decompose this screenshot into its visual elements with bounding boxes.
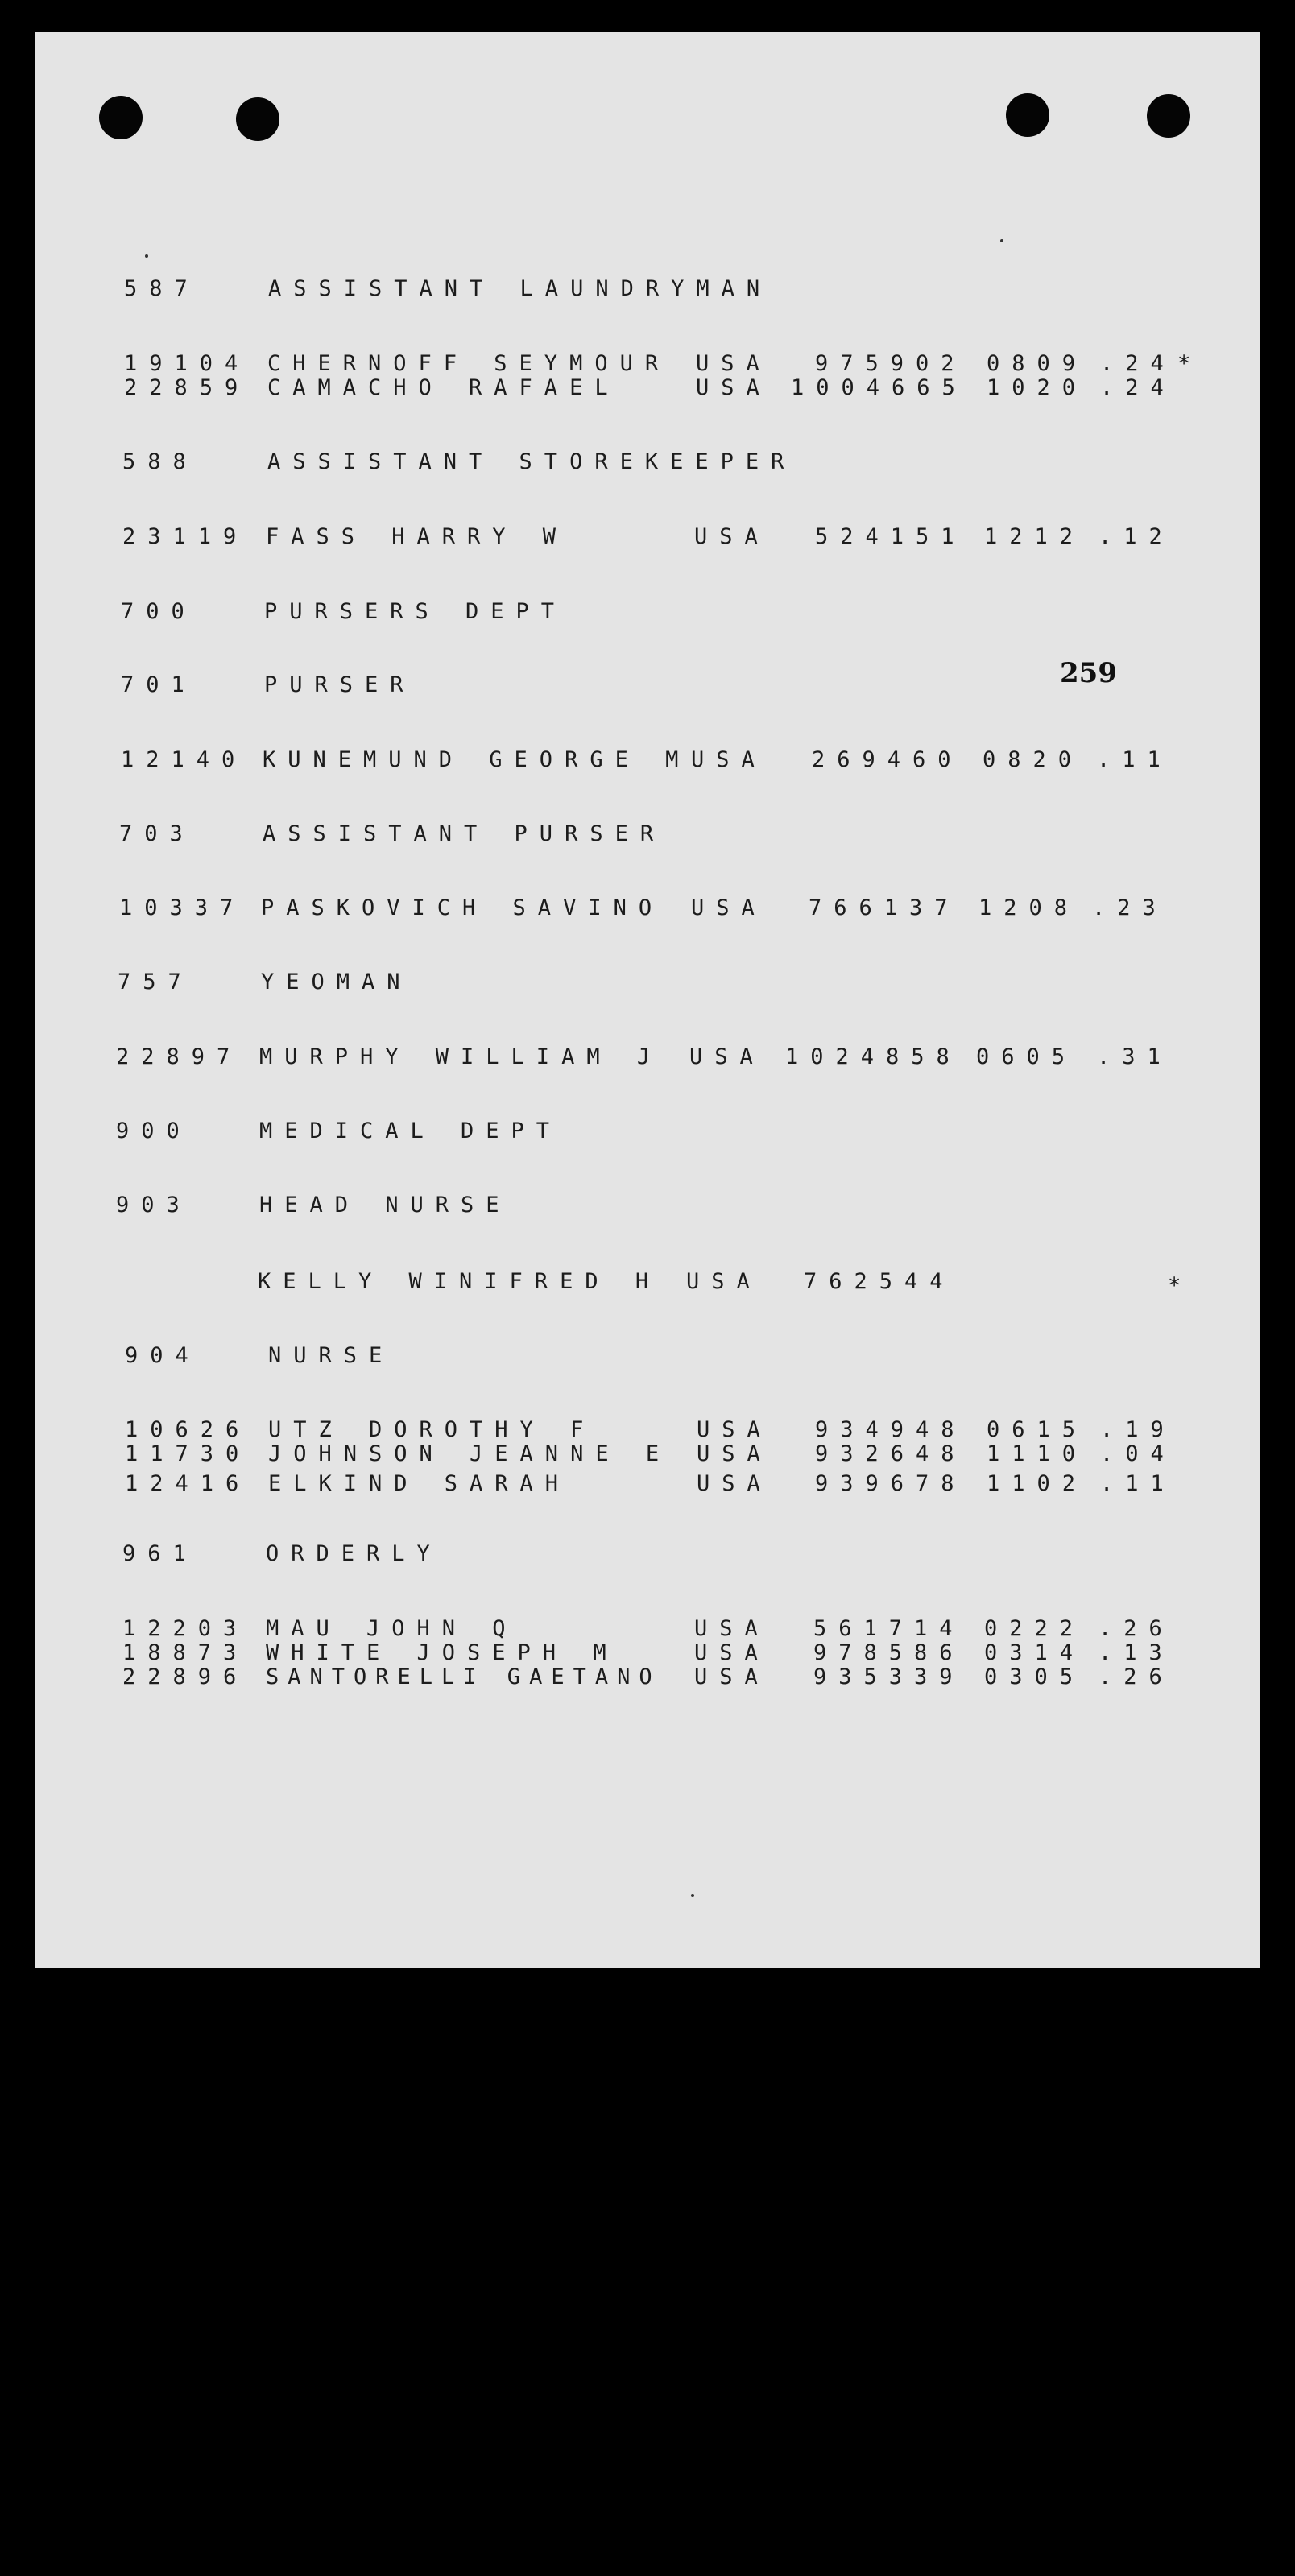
page-number: 259	[1060, 657, 1117, 689]
entry-date: 0222	[984, 1616, 1086, 1641]
entry-id: 23119	[122, 524, 249, 549]
entry-number: 766137	[809, 895, 960, 920]
section-code: 701	[121, 672, 197, 697]
entry-id: 12140	[121, 747, 247, 772]
punch-hole	[236, 97, 279, 141]
entry-country: USA	[691, 747, 767, 772]
entry-date: 0820	[983, 747, 1084, 772]
entry-rate: .13	[1098, 1640, 1174, 1665]
entry-date: 0615	[987, 1417, 1088, 1442]
section-title: ASSISTANT LAUNDRYMAN	[268, 276, 772, 301]
section-title: PURSER	[264, 672, 416, 697]
speck	[691, 1894, 694, 1897]
section-code: 588	[122, 449, 198, 474]
entry-rate: .11	[1097, 747, 1173, 772]
section-code: 700	[121, 599, 197, 624]
entry-id: 12416	[125, 1471, 251, 1496]
section-title: YEOMAN	[261, 970, 412, 994]
entry-date: 0314	[984, 1640, 1086, 1665]
entry-country: USA	[697, 1471, 772, 1496]
entry-name: SANTORELLI GAETANO	[266, 1664, 661, 1689]
entry-country: USA	[691, 895, 767, 920]
entry-number: 1004665	[791, 375, 967, 400]
entry-name: CAMACHO RAFAEL	[267, 375, 620, 400]
entry-number: 935339	[813, 1664, 965, 1689]
entry-date: 0305	[984, 1664, 1086, 1689]
entry-country: USA	[696, 375, 772, 400]
section-code: 703	[119, 821, 195, 846]
entry-id: 11730	[125, 1441, 251, 1466]
entry-country: USA	[694, 1616, 770, 1641]
entry-id: 22897	[116, 1044, 242, 1069]
entry-rate: .04	[1100, 1441, 1176, 1466]
entry-number: 561714	[813, 1616, 965, 1641]
entry-date: 1020	[987, 375, 1088, 400]
entry-country: USA	[697, 1441, 772, 1466]
section-title: ORDERLY	[266, 1541, 442, 1566]
entry-country: USA	[694, 1640, 770, 1665]
punch-hole	[99, 96, 143, 139]
entry-rate: .11	[1100, 1471, 1176, 1496]
entry-name: CHERNOFF SEYMOUR	[267, 351, 671, 376]
section-title: HEAD NURSE	[259, 1193, 511, 1218]
punch-hole	[1147, 94, 1190, 138]
entry-rate: .31	[1097, 1044, 1173, 1069]
section-code: 961	[122, 1541, 198, 1566]
section-title: ASSISTANT STOREKEEPER	[267, 449, 796, 474]
entry-id: 10337	[119, 895, 246, 920]
entry-name: KELLY WINIFRED H	[258, 1269, 661, 1294]
entry-id: 18873	[122, 1640, 249, 1665]
section-title: PURSERS DEPT	[264, 599, 567, 624]
entry-id: 22859	[124, 375, 250, 400]
entry-name: UTZ DOROTHY F	[268, 1417, 596, 1442]
entry-country: USA	[697, 1417, 772, 1442]
entry-country: USA	[694, 1664, 770, 1689]
entry-id: 22896	[122, 1664, 249, 1689]
entry-rate: .19	[1100, 1417, 1176, 1442]
punch-hole	[1006, 93, 1049, 137]
entry-country: USA	[689, 1044, 765, 1069]
section-title: MEDICAL DEPT	[259, 1118, 562, 1143]
entry-date: 0809	[987, 351, 1088, 376]
speck	[1000, 239, 1003, 242]
entry-mark: *	[1177, 351, 1203, 376]
entry-date: 1110	[987, 1441, 1088, 1466]
entry-number: 975902	[815, 351, 966, 376]
entry-country: USA	[686, 1269, 762, 1294]
entry-name: MAU JOHN Q	[266, 1616, 518, 1641]
entry-id: 12203	[122, 1616, 249, 1641]
entry-number: 1024858	[785, 1044, 962, 1069]
entry-country: USA	[694, 524, 770, 549]
entry-number: 934948	[815, 1417, 966, 1442]
entry-rate: .26	[1098, 1664, 1174, 1689]
entry-date: 1208	[978, 895, 1080, 920]
section-code: 757	[118, 970, 193, 994]
entry-name: FASS HARRY W	[266, 524, 569, 549]
entry-number: 762544	[804, 1269, 955, 1294]
entry-rate: .26	[1098, 1616, 1174, 1641]
section-title: NURSE	[268, 1343, 395, 1368]
entry-rate: .24	[1100, 375, 1176, 400]
entry-rate: .24	[1100, 351, 1176, 376]
entry-id: 10626	[125, 1417, 251, 1442]
entry-rate: .23	[1092, 895, 1168, 920]
entry-country: USA	[696, 351, 772, 376]
entry-mark: *	[1168, 1273, 1194, 1298]
entry-date: 0605	[976, 1044, 1078, 1069]
entry-id: 19104	[124, 351, 250, 376]
entry-name: MURPHY WILLIAM J	[259, 1044, 663, 1069]
entry-number: 978586	[813, 1640, 965, 1665]
entry-name: ELKIND SARAH	[268, 1471, 571, 1496]
section-code: 587	[124, 276, 200, 301]
section-code: 903	[116, 1193, 192, 1218]
entry-name: JOHNSON JEANNE E	[268, 1441, 672, 1466]
entry-date: 1212	[984, 524, 1086, 549]
entry-date: 1102	[987, 1471, 1088, 1496]
entry-name: KUNEMUND GEORGE M	[263, 747, 691, 772]
entry-number: 524151	[815, 524, 966, 549]
entry-number: 939678	[815, 1471, 966, 1496]
entry-rate: .12	[1098, 524, 1174, 549]
speck	[145, 254, 148, 258]
entry-name: WHITE JOSEPH M	[266, 1640, 619, 1665]
section-title: ASSISTANT PURSER	[263, 821, 666, 846]
entry-number: 932648	[815, 1441, 966, 1466]
section-code: 904	[125, 1343, 201, 1368]
entry-number: 269460	[812, 747, 963, 772]
section-code: 900	[116, 1118, 192, 1143]
entry-name: PASKOVICH SAVINO	[261, 895, 664, 920]
